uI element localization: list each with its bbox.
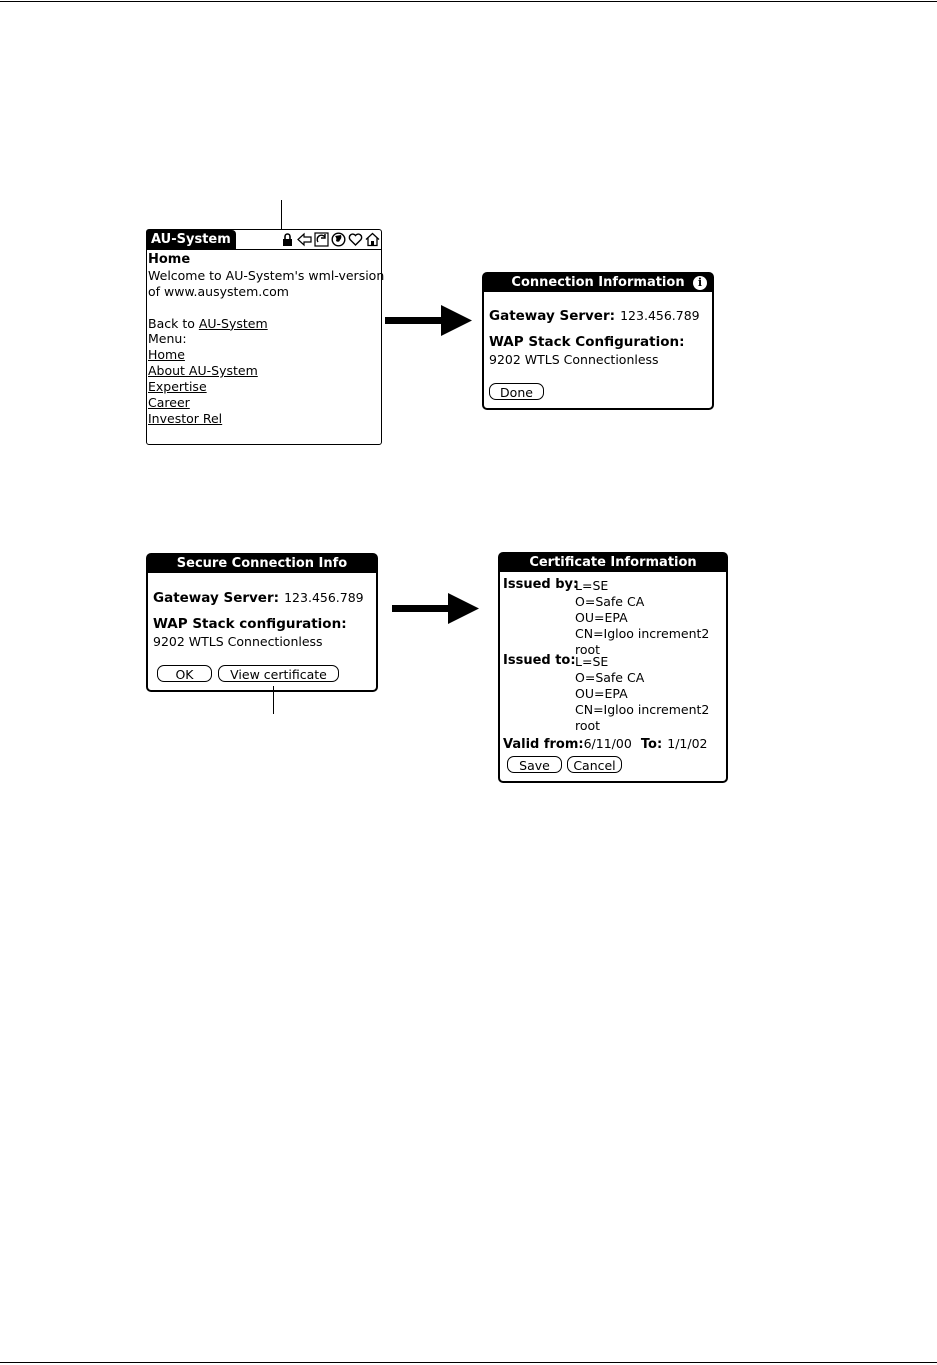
issued-to-l: L=SE <box>575 654 609 669</box>
ok-button[interactable]: OK <box>157 665 212 682</box>
issued-by-l: L=SE <box>575 578 609 593</box>
back-to-line <box>148 316 384 332</box>
lock-callout-line <box>281 200 282 232</box>
arrow-right-icon <box>392 591 480 627</box>
browser-title-bar <box>147 230 381 250</box>
menu-label: Menu: <box>148 331 187 347</box>
secure-connection-dialog <box>146 553 378 692</box>
status-icons <box>280 231 380 247</box>
back-prefix: Back to <box>148 315 199 331</box>
valid-from-label: Valid from: <box>503 737 584 752</box>
issued-by-root: root <box>575 642 601 657</box>
issued-to-cn: CN=Igloo increment2 <box>575 702 710 717</box>
menu-link-career[interactable]: Career <box>148 395 190 411</box>
issued-to-ou: OU=EPA <box>575 686 628 701</box>
cancel-button[interactable]: Cancel <box>567 756 622 773</box>
wap-value: 9202 WTLS Connectionless <box>489 352 659 367</box>
gateway-row <box>153 587 364 606</box>
arrow-right-icon <box>385 303 473 339</box>
connection-info-dialog <box>482 272 714 410</box>
refresh-icon[interactable] <box>314 232 329 247</box>
view-certificate-button[interactable]: View certificate <box>218 665 339 682</box>
home-icon[interactable] <box>365 232 380 247</box>
dialog-title <box>484 274 712 292</box>
issued-to-label: Issued to: <box>503 653 576 668</box>
dialog-title: Certificate Information <box>500 554 726 572</box>
menu-link-about[interactable]: About AU-System <box>148 363 258 379</box>
globe-icon[interactable] <box>331 232 346 247</box>
dialog-title: Secure Connection Info <box>148 555 376 573</box>
heart-icon[interactable] <box>348 232 363 247</box>
issued-by-o: O=Safe CA <box>575 594 645 609</box>
valid-from-value: 6/11/00 <box>583 736 632 751</box>
to-value: 1/1/02 <box>667 736 708 751</box>
welcome-text-1: Welcome to AU-System's wml-version <box>148 267 385 283</box>
issued-by-ou: OU=EPA <box>575 610 628 625</box>
back-arrow-icon[interactable] <box>297 232 312 247</box>
page-bottom-rule <box>0 1362 937 1363</box>
gateway-value: 123.456.789 <box>284 590 364 605</box>
issued-by-cn: CN=Igloo increment2 <box>575 626 710 641</box>
gateway-value: 123.456.789 <box>620 308 700 323</box>
page-top-rule <box>0 1 937 2</box>
browser-screen <box>146 229 385 445</box>
back-link[interactable]: AU-System <box>198 315 268 331</box>
issued-by-label: Issued by: <box>503 577 579 592</box>
browser-content <box>148 252 384 427</box>
lock-icon[interactable] <box>280 232 295 247</box>
gateway-row <box>489 305 700 324</box>
certificate-info-dialog <box>498 552 728 783</box>
wap-value: 9202 WTLS Connectionless <box>153 634 323 649</box>
done-button[interactable]: Done <box>489 383 544 400</box>
view-cert-callout-line <box>273 686 274 714</box>
save-button[interactable]: Save <box>507 756 562 773</box>
gateway-label: Gateway Server: <box>153 590 280 606</box>
menu-link-investor[interactable]: Investor Rel <box>148 410 223 426</box>
issued-to-o: O=Safe CA <box>575 670 645 685</box>
welcome-text-2: of www.ausystem.com <box>148 283 289 299</box>
menu-link-expertise[interactable]: Expertise <box>148 379 207 395</box>
wap-label: WAP Stack configuration: <box>153 616 347 632</box>
menu-link-home[interactable]: Home <box>148 347 185 363</box>
issued-to-root: root <box>575 718 601 733</box>
browser-tab-title: AU-System <box>147 230 236 249</box>
validity-row <box>503 733 708 752</box>
to-label: To: <box>640 737 663 752</box>
wap-label: WAP Stack Configuration: <box>489 334 685 350</box>
dialog-title-text: Connection Information <box>511 275 685 290</box>
page-heading: Home <box>148 252 191 267</box>
info-icon[interactable]: i <box>693 276 707 290</box>
gateway-label: Gateway Server: <box>489 308 616 324</box>
